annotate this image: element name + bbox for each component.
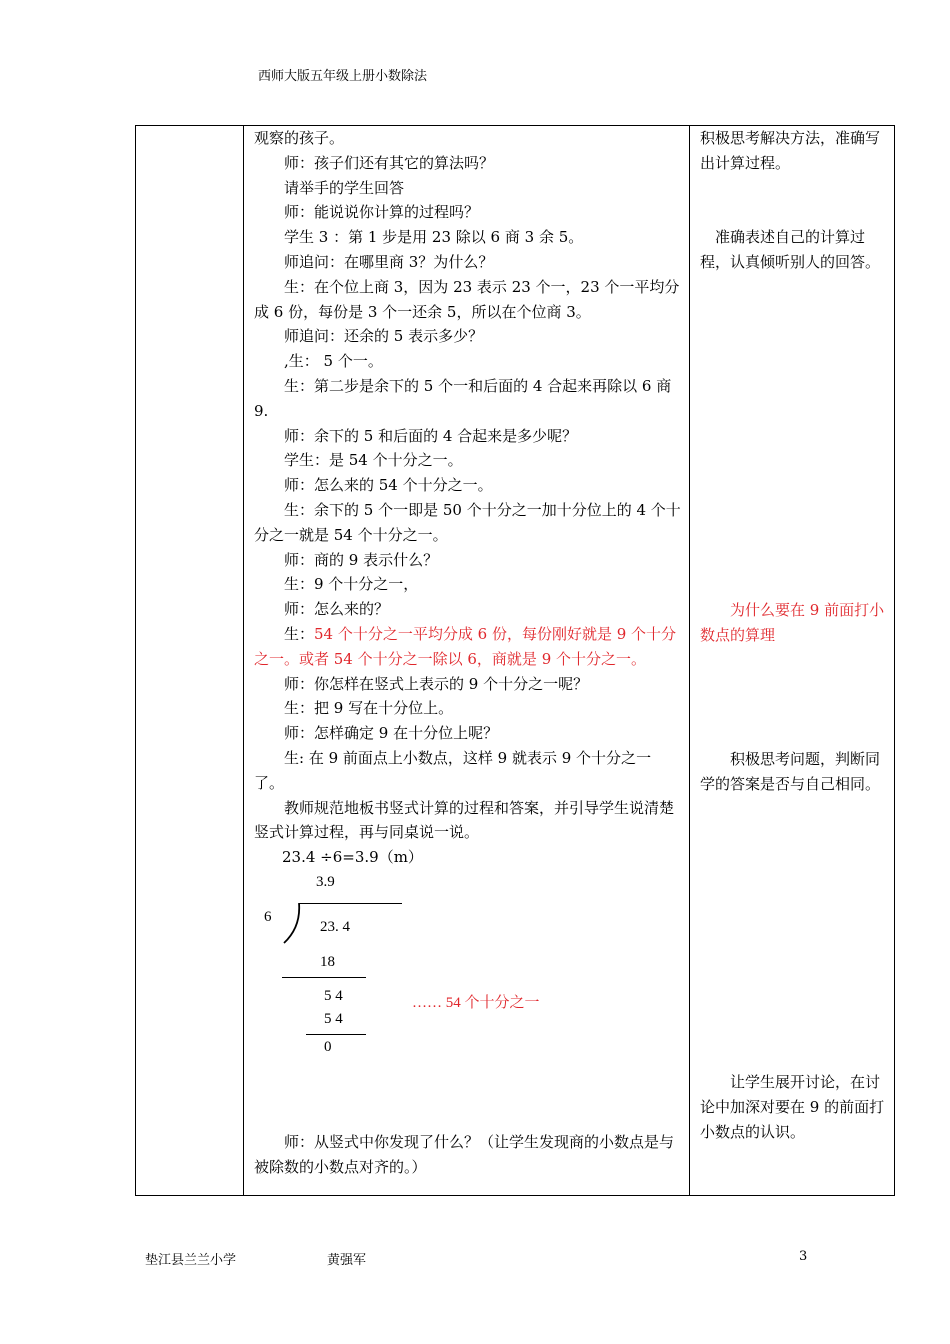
division-step1-remainder: 5 4 xyxy=(324,987,343,1004)
footer-page-number: 3 xyxy=(799,1249,808,1264)
division-annotation: …… 54 个十分之一 xyxy=(412,994,540,1011)
dialogue-line xyxy=(254,176,681,201)
page-header: 西师大版五年级上册小数除法 xyxy=(258,69,428,84)
dialogue-text: 生: 在 9 前面点上小数点，这样 9 就表示 9 个十分之一了。 xyxy=(254,748,652,792)
footer-author: 黄强军 xyxy=(327,1253,367,1268)
intent-note-2: 准确表述自己的计算过程，认真倾听别人的回答。 xyxy=(700,228,881,271)
dialogue-text: ,生： 5 个一。 xyxy=(284,352,383,371)
intent-note-3: 为什么要在 9 前面打小数点的算理 xyxy=(700,601,885,644)
dialogue-text: 观察的孩子。 xyxy=(254,129,345,147)
dialogue-text: 生：9 个十分之一， xyxy=(284,575,419,594)
intent-note-5: 让学生展开讨论，在讨论中加深对要在 9 的前面打小数点的认识。 xyxy=(700,1073,885,1141)
intent-note-4: 积极思考问题，判断同学的答案是否与自己相同。 xyxy=(700,750,881,793)
dialogue-text: 师追问：还余的 5 表示多少？ xyxy=(284,327,484,346)
dialogue-text: 师：商的 9 表示什么？ xyxy=(284,550,439,569)
dialogue-text: 师：孩子们还有其它的算法吗？ xyxy=(284,153,495,172)
dialogue-line xyxy=(254,374,681,424)
dialogue-text: 生：余下的 5 个一即是 50 个十分之一加十分位上的 4 个十分之一就是 54 个十分之一。 xyxy=(254,500,681,544)
dialogue-line xyxy=(254,721,681,746)
dialogue-text: 师：怎么来的？ xyxy=(284,600,390,619)
division-step1-product: 18 xyxy=(320,953,335,970)
dialogue-line xyxy=(254,548,681,573)
dialogue-text: 师：怎样确定 9 在十分位上呢？ xyxy=(284,724,499,743)
division-bracket xyxy=(282,903,304,945)
dialogue-line xyxy=(254,324,681,349)
dialogue-line xyxy=(254,746,681,796)
division-dividend: 23. 4 xyxy=(320,918,350,935)
dialogue-line xyxy=(254,250,681,275)
dialogue-line xyxy=(254,126,681,151)
dialogue-lines xyxy=(254,126,681,845)
dialogue-text: 教师规范地板书竖式计算的过程和答案，并引导学生说清楚竖式计算过程，再与同桌说一说。 xyxy=(254,798,675,842)
division-step1-rule xyxy=(282,977,366,978)
dialogue-line xyxy=(254,448,681,473)
dialogue-text: 生： xyxy=(284,624,315,643)
design-intent-cell xyxy=(690,126,895,1196)
dialogue-line xyxy=(254,225,681,250)
dialogue-text-highlight: 54 个十分之一平均分成 6 份，每份刚好就是 9 个十分之一。或者 54 个十分之一除以 6，商就是 9 个十分之一。 xyxy=(254,624,677,668)
lesson-table xyxy=(135,125,895,1196)
dialogue-line xyxy=(254,672,681,697)
dialogue-line xyxy=(254,696,681,721)
dialogue-line xyxy=(254,498,681,548)
dialogue-text: 师：能说说你计算的过程吗？ xyxy=(284,203,480,222)
dialogue-text: 师：怎么来的 54 个十分之一。 xyxy=(284,476,493,495)
dialogue-line xyxy=(254,349,681,374)
division-quotient: 3.9 xyxy=(316,873,335,890)
division-step2-product: 5 4 xyxy=(324,1010,343,1027)
dialogue-text: 生：在个位上商 3，因为 23 表示 23 个一，23 个一平均分成 6 份，每份是 3 个一还余 5，所以在个位商 3。 xyxy=(254,277,680,321)
long-division xyxy=(254,870,681,1130)
dialogue-line xyxy=(254,424,681,449)
closing-question: 师：从竖式中你发现了什么？（让学生发现商的小数点是与被除数的小数点对齐的。） xyxy=(254,1132,675,1176)
left-column-cell xyxy=(136,126,244,1196)
teaching-process-cell xyxy=(244,126,690,1196)
division-bar xyxy=(299,903,402,904)
division-final-remainder: 0 xyxy=(324,1038,332,1055)
dialogue-text: 学生 3 ：第 1 步是用 23 除以 6 商 3 余 5。 xyxy=(284,228,584,247)
dialogue-text: 师：余下的 5 和后面的 4 合起来是多少呢？ xyxy=(284,426,578,445)
dialogue-line xyxy=(254,796,681,846)
dialogue-line xyxy=(254,597,681,622)
dialogue-text: 师追问：在哪里商 3？为什么？ xyxy=(284,252,494,271)
division-step2-rule xyxy=(306,1034,366,1035)
dialogue-line xyxy=(254,200,681,225)
dialogue-text: 请举手的学生回答 xyxy=(284,178,405,197)
division-equation: 23.4 ÷6=3.9（m） xyxy=(282,848,423,867)
dialogue-line xyxy=(254,622,681,672)
dialogue-text: 学生：是 54 个十分之一。 xyxy=(284,451,463,470)
footer-school: 垫江县兰兰小学 xyxy=(145,1253,237,1268)
dialogue-text: 生：第二步是余下的 5 个一和后面的 4 合起来再除以 6 商 9. xyxy=(254,376,672,420)
dialogue-text: 师：你怎样在竖式上表示的 9 个十分之一呢？ xyxy=(284,674,589,693)
dialogue-line xyxy=(254,151,681,176)
dialogue-text: 生：把 9 写在十分位上。 xyxy=(284,699,454,718)
intent-note-1: 积极思考解决方法，准确写出计算过程。 xyxy=(700,129,881,172)
dialogue-line xyxy=(254,473,681,498)
division-divisor: 6 xyxy=(264,908,272,925)
dialogue-line xyxy=(254,275,681,325)
dialogue-line xyxy=(254,572,681,597)
